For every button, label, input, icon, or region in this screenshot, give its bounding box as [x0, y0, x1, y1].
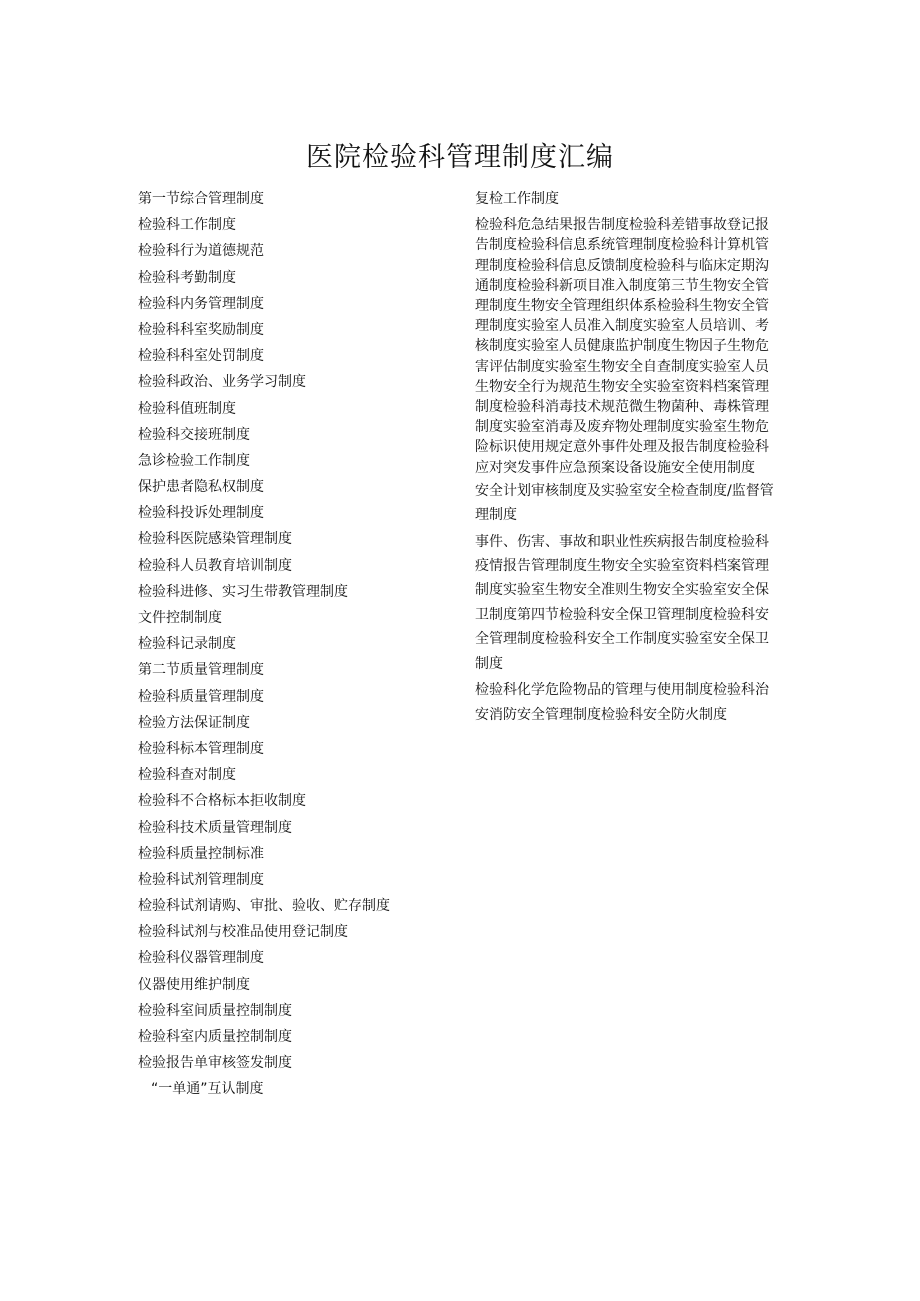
list-item: 检验科工作制度 — [138, 217, 236, 234]
list-item: 仪器使用维护制度 — [138, 976, 250, 993]
list-item: 检验方法保证制度 — [138, 714, 250, 731]
list-item: 检验科行为道德规范 — [138, 243, 264, 260]
list-item: 检验科投诉处理制度 — [138, 505, 264, 522]
left-column — [138, 186, 448, 1103]
list-item: 检验科医院感染管理制度 — [138, 531, 292, 548]
list-item: 检验科质量管理制度 — [138, 688, 264, 705]
list-item: 检验科记录制度 — [138, 636, 236, 653]
list-item: 检验报告单审核签发制度 — [138, 1055, 292, 1072]
list-item: 检验科考勤制度 — [138, 269, 236, 286]
list-item: 检验科试剂与校准品使用登记制度 — [138, 924, 348, 941]
list-item: 检验科仪器管理制度 — [138, 950, 264, 967]
list-item: 检验科政治、业务学习制度 — [138, 374, 306, 391]
list-item: 检验科标本管理制度 — [138, 740, 264, 757]
list-item: 检验科室内质量控制制度 — [138, 1029, 292, 1045]
paragraph: 检验科危急结果报告制度检验科差错事故登记报告制度检验科信息系统管理制度检验科计算机管理制度检验科信息反馈制度检验科与临床定期沟通制度检验科新项目准入制度第三节生物安全管理制度生物安全管理组织体系检验科生物安全管理制度实验室人员准入制度实验室人员培训、考核制度实验室人员健康监护制度生物因子生物危害评估制度实验室生物安全自查制度实验室人员生物安全行为规范生物安全实验室资料档案管理制度检验科消毒技术规范微生物菌种、毒株管理制度实验室消毒及废弃物处理制度实验室生物危险标识使用规定意外事件处理及报告制度检验科应对突发事件应急预案设备设施安全使用制度 — [475, 217, 769, 476]
right-column — [475, 186, 777, 727]
list-item: 检验科试剂请购、审批、验收、贮存制度 — [138, 898, 390, 915]
list-item: 检验科质量控制标准 — [138, 845, 264, 862]
paragraph: 事件、伤害、事故和职业性疾病报告制度检验科疫情报告管理制度生物安全实验室资料档案管理制度实验室生物安全准则生物安全实验室安全保卫制度第四节检验科安全保卫管理制度检验科安全管理制度检验科安全工作制度实验室安全保卫制度 — [475, 533, 769, 672]
list-item: 检验科交接班制度 — [138, 426, 250, 443]
list-item: 检验科值班制度 — [138, 400, 236, 417]
paragraph: 检验科化学危险物品的管理与使用制度检验科治安消防安全管理制度检验科安全防火制度 — [475, 682, 769, 723]
list-item: 保护患者隐私权制度 — [138, 479, 264, 496]
list-item: 急诊检验工作制度 — [138, 452, 250, 469]
list-item: 检验科进修、实习生带教管理制度 — [138, 583, 348, 600]
list-item: 检验科人员教育培训制度 — [138, 557, 292, 574]
list-item: 检验科室间质量控制制度 — [138, 1002, 292, 1019]
list-item: 检验科科室奖励制度 — [138, 321, 264, 338]
list-item: 检验科不合格标本拒收制度 — [138, 793, 306, 810]
list-item: 检验科查对制度 — [138, 767, 236, 784]
list-item: 文件控制制度 — [138, 610, 222, 626]
list-item: 检验科内务管理制度 — [138, 295, 264, 312]
list-item: 第一节综合管理制度 — [138, 191, 264, 207]
list-item: 检验科技术质量管理制度 — [138, 819, 292, 836]
paragraph: 安全计划审核制度及实验室安全检查制度/监督管理制度 — [475, 482, 774, 524]
list-item: “一单通”互认制度 — [151, 1081, 264, 1098]
list-item: 第二节质量管理制度 — [138, 662, 264, 679]
list-item: 检验科科室处罚制度 — [138, 348, 264, 365]
list-item: 复检工作制度 — [475, 191, 559, 207]
document-title: 医院检验科管理制度汇编 — [306, 142, 614, 173]
list-item: 检验科试剂管理制度 — [138, 871, 264, 888]
